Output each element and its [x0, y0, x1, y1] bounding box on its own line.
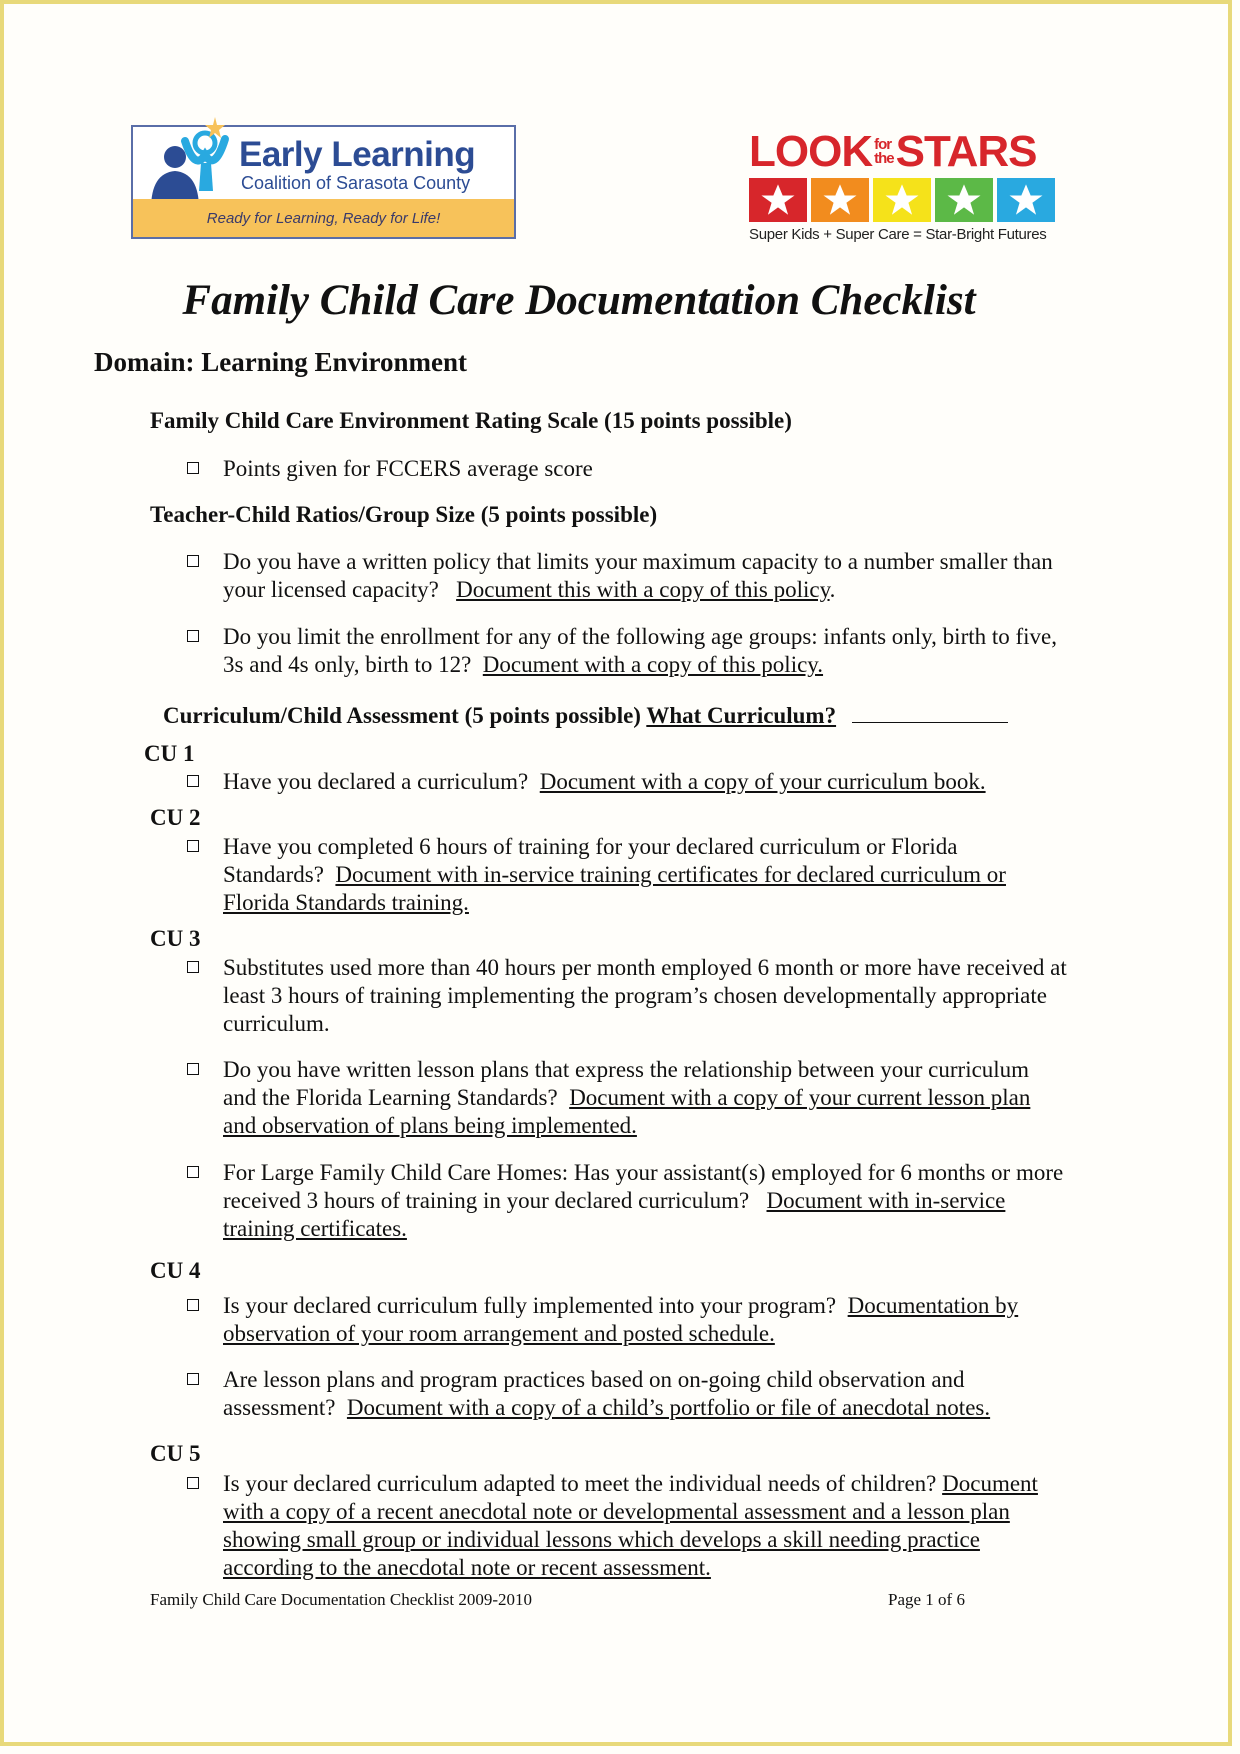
- stars-title-small: [874, 138, 894, 166]
- item-documentation: Document with a copy of your current lesson plan and observation of plans being implemented.: [223, 1085, 1031, 1138]
- checkbox[interactable]: [187, 1373, 199, 1385]
- checklist-item-cu3-2: [187, 1056, 1067, 1140]
- checklist-item-fccers: [187, 455, 1067, 483]
- checkbox[interactable]: [187, 775, 199, 787]
- footer-left: Family Child Care Documentation Checklist 2009-2010: [150, 1590, 532, 1609]
- checklist-item-cu3-3: [187, 1159, 1067, 1243]
- stars-tagline: Super Kids + Super Care = Star-Bright Futures: [749, 226, 1047, 243]
- domain-heading: Domain: Learning Environment: [94, 347, 468, 377]
- elc-name: Early Learning: [239, 135, 476, 174]
- item-documentation: Document with in-service training certificates.: [223, 1188, 1006, 1241]
- item-documentation: Document with a copy of a child’s portfolio or file of anecdotal notes.: [346, 1395, 991, 1420]
- checkbox[interactable]: [187, 1477, 199, 1489]
- star-tile-icon: [935, 178, 993, 222]
- early-learning-logo: [131, 125, 516, 239]
- star-tile-icon: [811, 178, 869, 222]
- look-for-the-stars-logo: [749, 127, 1067, 250]
- star-tile-icon: [873, 178, 931, 222]
- stars-title-for: for: [874, 136, 892, 153]
- item-documentation: Document with a copy of a recent anecdotal note or developmental assessment and a lesson plan showing small group or individual lessons which develops a skill needing practice according to the anecdotal note or recent assessment.: [223, 1471, 1038, 1580]
- item-text: Is your declared curriculum fully implemented into your program?: [223, 1293, 837, 1318]
- stars-title-stars: STARS: [895, 127, 1037, 176]
- item-documentation: Document with a copy of your curriculum book.: [539, 769, 986, 794]
- checkbox[interactable]: [187, 555, 199, 567]
- item-text: Are lesson plans and program practices based on on-going child observation and assessment?: [223, 1367, 965, 1420]
- item-documentation: Document with a copy of this policy.: [482, 652, 824, 677]
- item-documentation: Document with in-service training certificates for declared curriculum or Florida Standards training.: [223, 862, 1006, 915]
- checklist-item-cu1: [187, 768, 1067, 796]
- elc-subtitle: Coalition of Sarasota County: [241, 173, 471, 193]
- checkbox[interactable]: [187, 961, 199, 973]
- checklist-item-cu4-2: [187, 1366, 1067, 1422]
- curriculum-heading-text: Curriculum/Child Assessment (5 points possible): [163, 703, 641, 728]
- item-documentation: Document this with a copy of this policy: [456, 577, 830, 602]
- checkbox[interactable]: [187, 1063, 199, 1075]
- item-text: Have you completed 6 hours of training for your declared curriculum or Florida Standards?: [223, 834, 958, 887]
- elc-tagline-band: [133, 199, 514, 237]
- stars-title-the: the: [874, 150, 894, 167]
- checkbox[interactable]: [187, 840, 199, 852]
- ratios-heading: Teacher-Child Ratios/Group Size (5 points possible): [150, 502, 658, 527]
- star-tile-icon: [749, 178, 807, 222]
- checklist-item-cu3-1: [187, 954, 1067, 1038]
- stars-title-look: LOOK: [749, 127, 873, 176]
- star-tile-icon: [997, 178, 1055, 222]
- item-text: Do you limit the enrollment for any of the following age groups: infants only, birth to five, 3s and 4s only, birth to 12?: [223, 624, 1058, 677]
- checkbox[interactable]: [187, 1299, 199, 1311]
- cu2-label: CU 2: [150, 805, 201, 830]
- checkbox[interactable]: [187, 1166, 199, 1178]
- stars-row: [749, 178, 1067, 222]
- cu1-label: CU 1: [144, 741, 195, 766]
- item-text: Is your declared curriculum adapted to meet the individual needs of children?: [223, 1471, 937, 1496]
- cu5-label: CU 5: [150, 1441, 201, 1466]
- checkbox[interactable]: [187, 462, 199, 474]
- cu4-label: CU 4: [150, 1258, 201, 1283]
- item-text: Do you have a written policy that limits your maximum capacity to a number smaller than your licensed capacity?: [223, 549, 1053, 602]
- item-documentation: Documentation by observation of your room arrangement and posted schedule.: [223, 1293, 1019, 1346]
- checklist-item-ratio-1: Do you have a written policy that limits your maximum capacity to a number smaller than your licensed capacity? Document this with a copy of this policy.: [187, 548, 1067, 604]
- curriculum-blank-field[interactable]: [852, 702, 1008, 723]
- what-curriculum-label: What Curriculum?: [646, 703, 837, 728]
- page-title: Family Child Care Documentation Checklist: [182, 277, 976, 324]
- item-text: Have you declared a curriculum?: [223, 769, 529, 794]
- item-text: Points given for FCCERS average score: [223, 456, 593, 481]
- item-text: For Large Family Child Care Homes: Has your assistant(s) employed for 6 months or more received 3 hours of training in your declared curriculum?: [223, 1160, 1064, 1213]
- item-text: Substitutes used more than 40 hours per month employed 6 month or more have received at least 3 hours of training implementing the program’s chosen developmentally appropriate curriculum.: [223, 955, 1067, 1036]
- checkbox[interactable]: [187, 630, 199, 642]
- fccers-heading: Family Child Care Environment Rating Scale (15 points possible): [150, 408, 792, 433]
- cu3-label: CU 3: [150, 926, 201, 951]
- checklist-item-cu5: [187, 1470, 1067, 1582]
- checklist-item-ratio-2: [187, 623, 1067, 679]
- stars-title: [749, 127, 1067, 176]
- footer-page-number: Page 1 of 6: [888, 1590, 965, 1609]
- curriculum-heading: [163, 702, 1008, 729]
- elc-tagline: Ready for Learning, Ready for Life!: [206, 209, 441, 227]
- item-text: Do you have written lesson plans that express the relationship between your curriculum and the Florida Learning Standards?: [223, 1057, 1030, 1110]
- checklist-item-cu4-1: [187, 1292, 1067, 1348]
- checklist-item-cu2: [187, 833, 1067, 917]
